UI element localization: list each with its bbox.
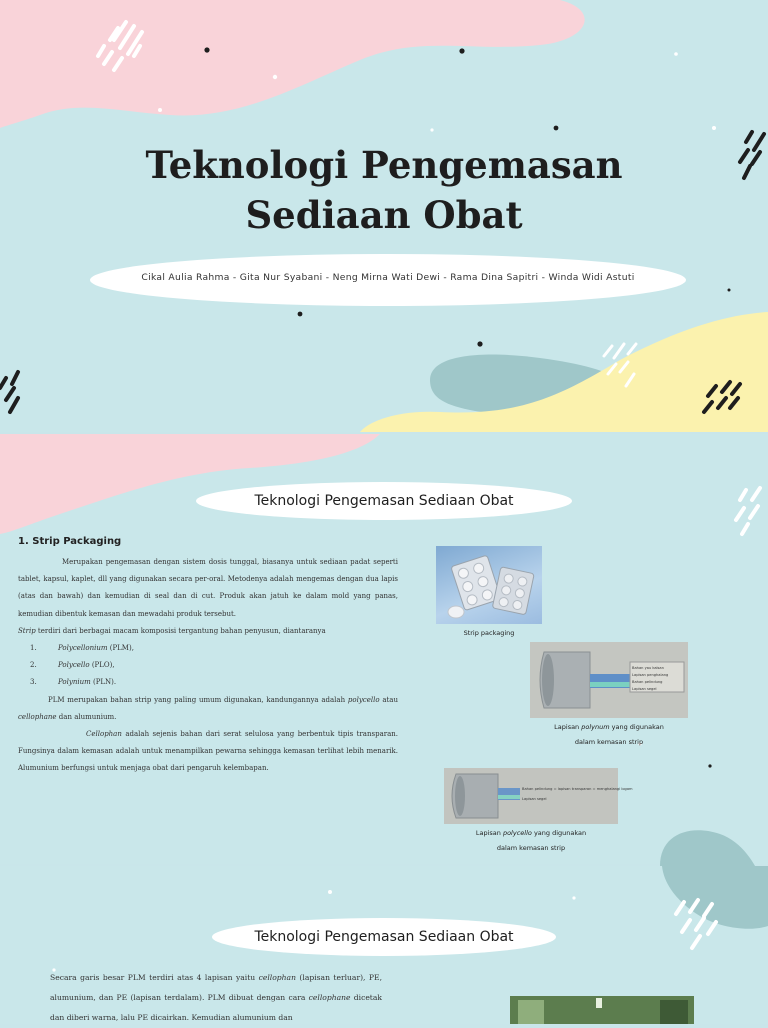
strip-packaging-photo [436, 546, 542, 624]
machine-photo [510, 996, 694, 1024]
diagram-label: Lapisan penghalang [632, 673, 669, 677]
paragraph-3-text: dan alumunium. [56, 712, 117, 721]
diagram-label: Bahan yau kalsan [632, 666, 664, 670]
title-line-1: Teknologi Pengemasan [145, 143, 623, 187]
caption-italic: polycello [502, 829, 532, 837]
paragraph-3-text: PLM merupakan bahan strip yang paling umum digunakan, kandungannya adalah [48, 695, 348, 704]
caption-text: dalam kemasan strip [496, 844, 566, 852]
body-text [18, 554, 398, 778]
presentation-title [0, 140, 768, 240]
machine-photo-illustration [510, 996, 694, 1024]
caption-text: Lapisan [475, 829, 503, 837]
polynum-layer-photo [530, 642, 688, 718]
slide-heading: Teknologi Pengemasan Sediaan Obat [254, 493, 514, 509]
slide-heading: Teknologi Pengemasan Sediaan Obat [254, 929, 514, 945]
italic-term: cellophane [308, 993, 351, 1002]
list-abbr: (PLN). [90, 678, 117, 687]
caption-italic: polynum [581, 723, 610, 731]
diagram-label: Bahan pelindung [632, 680, 663, 684]
list-term: Polynium [58, 678, 91, 687]
title-line-2: Sediaan Obat [245, 193, 523, 237]
list-item [18, 674, 398, 691]
paragraph-4-text: adalah sejenis bahan dari serat selulosa yang berbentuk tipis transparan. Fungsinya dalam kemasan adalah untuk menampilkan pewarna sehingga kemasan terlihat lebih menarik. Alumunium berfungsi untuk menjaga obat dari pengaruh kelembapan. [18, 730, 398, 773]
caption-polycello [444, 826, 618, 856]
list-item [18, 657, 398, 674]
paragraph-1 [50, 968, 382, 1028]
polynum-layer-diagram [530, 642, 688, 718]
italic-term: cellophan [258, 973, 296, 982]
list-term: Polycellonium [58, 644, 108, 653]
list-term: Polycello [58, 661, 90, 670]
caption-polynum [530, 720, 688, 750]
paragraph-4 [18, 726, 398, 778]
plm-slide [0, 866, 768, 1024]
caption-strip-packaging: Strip packaging [463, 629, 515, 637]
list-abbr: (PLO), [89, 661, 115, 670]
blister-packs-illustration [436, 546, 542, 624]
caption-text: yang digunakan [531, 829, 587, 837]
paragraph-text: (lapisan terluar), PE, alumunium, dan PE (lapisan terdalam). PLM dibuat dengan cara [50, 973, 382, 1002]
diagram-label: Lapisan segel [632, 687, 657, 691]
paragraph-text: dicetak dan diberi warna, lalu PE dicairkan. Kemudian alumunium dan [50, 993, 382, 1022]
strip-packaging-slide [0, 434, 768, 864]
caption-text: dalam kemasan strip [574, 738, 644, 746]
italic-term: polycello [347, 695, 380, 704]
paragraph-3 [18, 692, 398, 726]
list-number: 2. [30, 661, 37, 670]
list-item [18, 640, 398, 657]
paragraph-text: Secara garis besar PLM terdiri atas 4 lapisan yaitu [50, 973, 259, 982]
paragraph-3-text: atau [379, 695, 398, 704]
polycello-layer-photo [444, 768, 633, 824]
diagram-label: Lapisan segel [522, 797, 547, 801]
list-number: 3. [30, 678, 37, 687]
diagram-label: Bahan pelindung = lapisan transparan = menghalangi logam [522, 787, 633, 791]
italic-term: Strip [18, 626, 36, 635]
list-number: 1. [30, 644, 37, 653]
title-slide [0, 0, 768, 432]
caption-text: Lapisan [554, 723, 582, 731]
paragraph-2-text: terdiri dari berbagai macam komposisi tergantung bahan penyusun, diantaranya [35, 626, 326, 635]
paragraph-1: Merupakan pengemasan dengan sistem dosis tunggal, biasanya untuk sediaan padat seperti tablet, kapsul, kaplet, dll yang digunakan secara per-oral. Metodenya adalah mengemas dengan dua lapis (atas dan bawah) dan kemudian di seal dan di cut. Produk akan jatuh ke dalam mold yang panas, kemudian dibentuk kemasan dan mewadahi produk tersebut. [18, 558, 398, 618]
body-text [50, 968, 382, 1028]
italic-term: Cellophan [86, 730, 122, 739]
section-title: 1. Strip Packaging [18, 536, 122, 547]
caption-text: yang digunakan [609, 723, 664, 731]
italic-term: cellophane [18, 712, 57, 721]
polycello-layer-diagram [444, 768, 633, 824]
author-list: Cikal Aulia Rahma - Gita Nur Syabani - Neng Mirna Wati Dewi - Rama Dina Sapitri - Winda Widi Astuti [141, 272, 635, 283]
paragraph-2 [18, 623, 398, 640]
list-abbr: (PLM), [107, 644, 134, 653]
